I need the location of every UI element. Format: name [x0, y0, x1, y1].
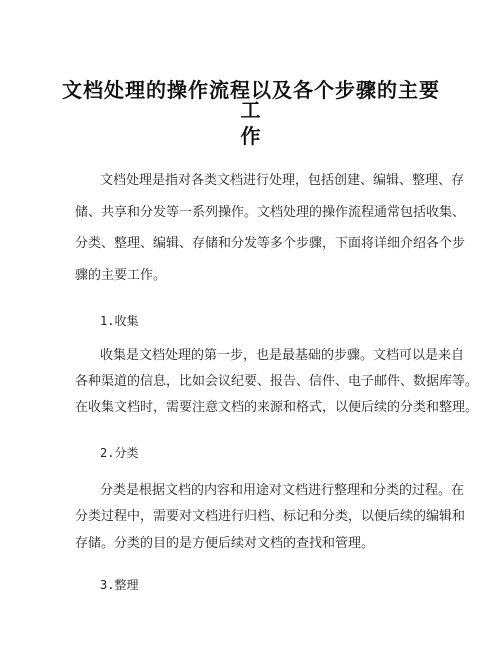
intro-line-2: 储、共享和分发等一系列操作。文档处理的操作流程通常包括收集、	[75, 205, 466, 220]
intro-line-4: 骤的主要工作。	[75, 268, 167, 283]
section-1-line-2: 各种渠道的信息，比如会议纪要、报告、信件、电子邮件、数据库等。	[75, 374, 479, 389]
intro-line-3: 分类、整理、编辑、存储和分发等多个步骤，下面将详细介绍各个步	[75, 236, 466, 251]
document-title-line-2: 作	[240, 124, 262, 148]
section-1-line-3: 在收集文档时，需要注意文档的来源和格式，以便后续的分类和整理。	[75, 400, 479, 415]
section-1-line-1: 收集是文档处理的第一步，也是最基础的步骤。文档可以是来自	[100, 348, 465, 363]
document-title-line-1: 文档处理的操作流程以及各个步骤的主要工	[62, 78, 440, 122]
section-2-line-2: 分类过程中，需要对文档进行归档、标记和分类，以便后续的编辑和	[75, 509, 466, 524]
intro-line-1: 文档处理是指对各类文档进行处理，包括创建、编辑、整理、存	[100, 173, 465, 188]
section-2-line-3: 存储。分类的目的是方便后续对文档的查找和管理。	[75, 536, 375, 551]
section-1-heading: 1.收集	[100, 314, 139, 328]
section-2-heading: 2.分类	[100, 446, 139, 460]
section-2-line-1: 分类是根据文档的内容和用途对文档进行整理和分类的过程。在	[100, 483, 465, 498]
section-3-heading: 3.整理	[100, 578, 139, 592]
